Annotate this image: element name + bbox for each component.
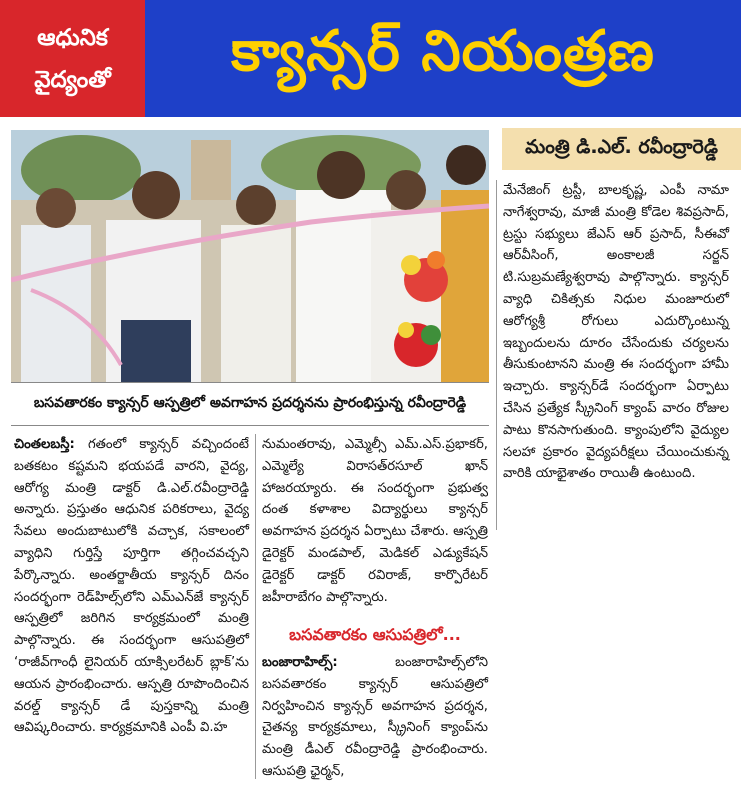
ribbon-cutting-photo (11, 130, 489, 382)
event-photo (11, 130, 489, 382)
headline-box (145, 0, 741, 117)
byline: మంత్రి డి.ఎల్. రవీంద్రారెడ్డి (525, 135, 718, 158)
photo-caption (11, 382, 489, 426)
article-text-col3: మేనేజింగ్ ట్రస్టీ, బాలకృష్ణ, ఎంపీ నామా నాగేశ్వరావు, మాజీ మంత్రి కోడెల శివప్రసాద్, ట్రస్టు సభ్యులు జేఎస్ ఆర్ ప్రసాద్, సీఈవో ఆర్‌వీసింగ్, అంకాలజీ సర్జన్ టి.సుబ్రమణ్యేశ్వరావు పాల్గొన్నారు. క్యాన్సర్ వ్యాధి చికిత్సకు నిధుల మంజూరులో ఆరోగ్యశ్రీ రోగులు ఎదుర్కొంటున్న ఇబ్బందులను దూరం చేసేందుకు చర్యలను తీసుకుంటానని మంత్రి ఈ సందర్భంగా హామీ ఇచ్చారు. క్యాన్సర్‌డే సందర్భంగా ఏర్పాటు చేసిన ప్రత్యేక స్క్రీనింగ్ క్యాంప్ వారం రోజుల పాటు కొనసాగుతుంది. క్యాంపులోని వైద్యుల సలహా ప్రకారం వైద్యపరీక్షలు చేయించుకున్న వారికి యాభైశాతం రాయితీ ఉంటుంది. (503, 183, 729, 482)
article-text-col1: గతంలో క్యాన్సర్ వచ్చిందంటే బతకటం కష్టమని భయపడే వారని, వైద్య, ఆరోగ్య మంత్రి డాక్టర్ డి.ఎల్.రవీంద్రారెడ్డి అన్నారు. ప్రస్తుతం ఆధునిక పరికరాలు, వైద్య సేవలు అందుబాటులోకి వచ్చాక, సకాలంలో వ్యాధిని గుర్తిస్తే పూర్తిగా తగ్గించవచ్చని పేర్కొన్నారు. అంతర్జాతీయ క్యాన్సర్ దినం సందర్భంగా రెడ్‌హిల్స్‌లోని ఎమ్ఎన్‌జే క్యాన్సర్ ఆస్పత్రిలో జరిగిన కార్యక్రమంలో మంత్రి పాల్గొన్నారు. ఈ సందర్భంగా ఆసుపత్రిలో ‘రాజీవ్‌గాంధీ లైనియర్ యాక్సిలరేటర్ బ్లాక్’ను ఆయన ప్రారంభించారు. ఆస్పత్రి రూపొందించిన వరల్డ్ క్యాన్సర్ డే పుస్తకాన్ని మంత్రి ఆవిష్కరించారు. కార్యక్రమానికి ఎంపీ వి.హ (14, 437, 249, 736)
article-column-2 (262, 434, 488, 608)
article-text-col2: నుమంతరావు, ఎమ్మెల్సీ ఎమ్.ఎస్.ప్రభాకర్, ఎమ్మెల్యే విరాసత్‌రసూల్ ఖాన్ హాజరయ్యారు. ఈ సందర్భంగా ప్రభుత్వ దంత కళాశాల విద్యార్థులు క్యాన్సర్ అవగాహన ప్రదర్శన ఏర్పాటు చేశారు. ఆస్పత్రి డైరెక్టర్ మండపాల్, మెడికల్ ఎడ్యుకేషన్ డైరెక్టర్ డాక్టర్ రవిరాజ్, కార్పొరేటర్ జహీరాబేగం పాల్గొన్నారు. (262, 437, 488, 605)
subarticle-heading-box (262, 623, 488, 649)
column-divider (255, 434, 256, 779)
subarticle-column (262, 652, 488, 783)
subarticle-heading: బసవతారకం ఆసుపత్రిలో... (289, 624, 461, 644)
dateline: చింతలబస్తీ: (14, 437, 75, 452)
article-column-1 (14, 434, 249, 739)
article-column-3 (503, 180, 729, 485)
article-paragraph-1 (14, 434, 249, 739)
kicker-line-2: వైద్యంతో (34, 66, 111, 93)
subarticle-dateline: బంజారాహిల్స్: (262, 655, 338, 670)
photo-caption-text: బసవతారకం క్యాన్సర్ ఆస్పత్రిలో అవగాహన ప్రదర్శనను ప్రారంభిస్తున్న రవీంద్రారెడ్డి (33, 394, 467, 411)
headline: క్యాన్సర్ నియంత్రణ (231, 19, 655, 84)
masthead (0, 0, 741, 117)
column-divider-right (496, 180, 497, 530)
subarticle-paragraph (262, 652, 488, 783)
kicker-line-1: ఆధునిక (37, 24, 108, 51)
kicker-box (0, 0, 145, 117)
subarticle-text: బంజారాహిల్స్‌లోని బసవతారకం క్యాన్సర్ ఆసుపత్రిలో నిర్వహించిన క్యాన్సర్ అవగాహన ప్రదర్శన, చైతన్య కార్యక్రమాలు, స్క్రీనింగ్ క్యాంప్‌ను మంత్రి డీఎల్ రవీంద్రారెడ్డి ప్రారంభించారు. ఆసుపత్రి ఛైర్మన్, (262, 655, 488, 779)
byline-box (502, 128, 741, 170)
